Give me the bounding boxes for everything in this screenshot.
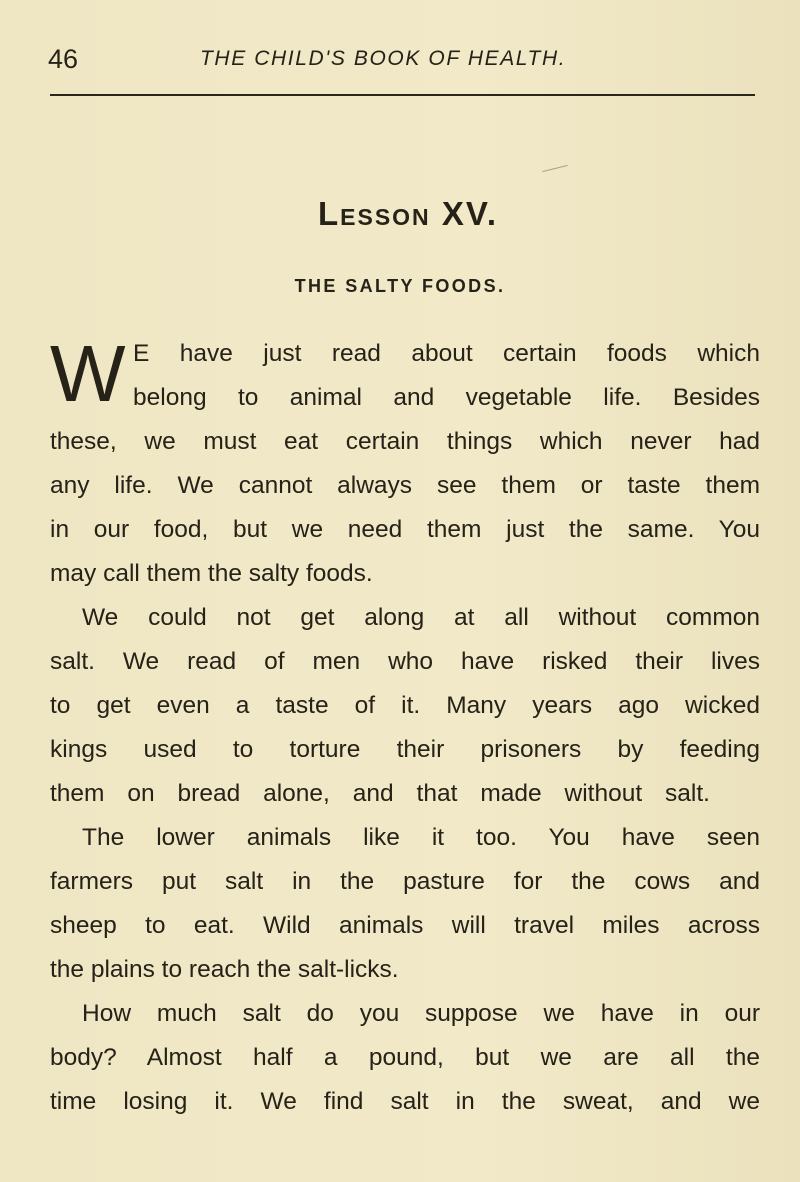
text-line: to get even a taste of it. Many years ago wicked bbox=[50, 692, 760, 719]
text-line: kings used to torture their prisoners by feeding bbox=[50, 736, 760, 763]
text-line: E have just read about certain foods which bbox=[133, 340, 760, 367]
drop-cap: W bbox=[50, 329, 124, 418]
text-line: these, we must eat certain things which never had bbox=[50, 428, 760, 455]
text-line: salt. We read of men who have risked their lives bbox=[50, 648, 760, 675]
header-rule bbox=[50, 94, 755, 96]
text-line: sheep to eat. Wild animals will travel miles across bbox=[50, 912, 760, 939]
book-title: THE CHILD'S BOOK OF HEALTH. bbox=[200, 47, 567, 70]
text-line: the plains to reach the salt-licks. bbox=[50, 956, 399, 983]
text-line: them on bread alone, and that made without salt. bbox=[50, 780, 710, 807]
page-number: 46 bbox=[48, 44, 79, 74]
text-line: belong to animal and vegetable life. Besides bbox=[133, 384, 760, 411]
text-line: time losing it. We find salt in the sweat, and we bbox=[50, 1088, 760, 1115]
page-smudge bbox=[542, 165, 567, 172]
lesson-title: Lesson XV. bbox=[317, 195, 498, 232]
running-head bbox=[48, 44, 760, 84]
text-line: How much salt do you suppose we have in our bbox=[82, 1000, 760, 1027]
text-line: farmers put salt in the pasture for the cows and bbox=[50, 868, 760, 895]
lesson-subtitle: THE SALTY FOODS. bbox=[294, 276, 506, 296]
text-line: The lower animals like it too. You have seen bbox=[82, 824, 760, 851]
text-line: in our food, but we need them just the same. You bbox=[50, 516, 760, 543]
text-line: may call them the salty foods. bbox=[50, 560, 373, 587]
text-line: We could not get along at all without common bbox=[82, 604, 760, 631]
text-line: body? Almost half a pound, but we are all the bbox=[50, 1044, 760, 1071]
text-line: any life. We cannot always see them or taste them bbox=[50, 472, 760, 499]
